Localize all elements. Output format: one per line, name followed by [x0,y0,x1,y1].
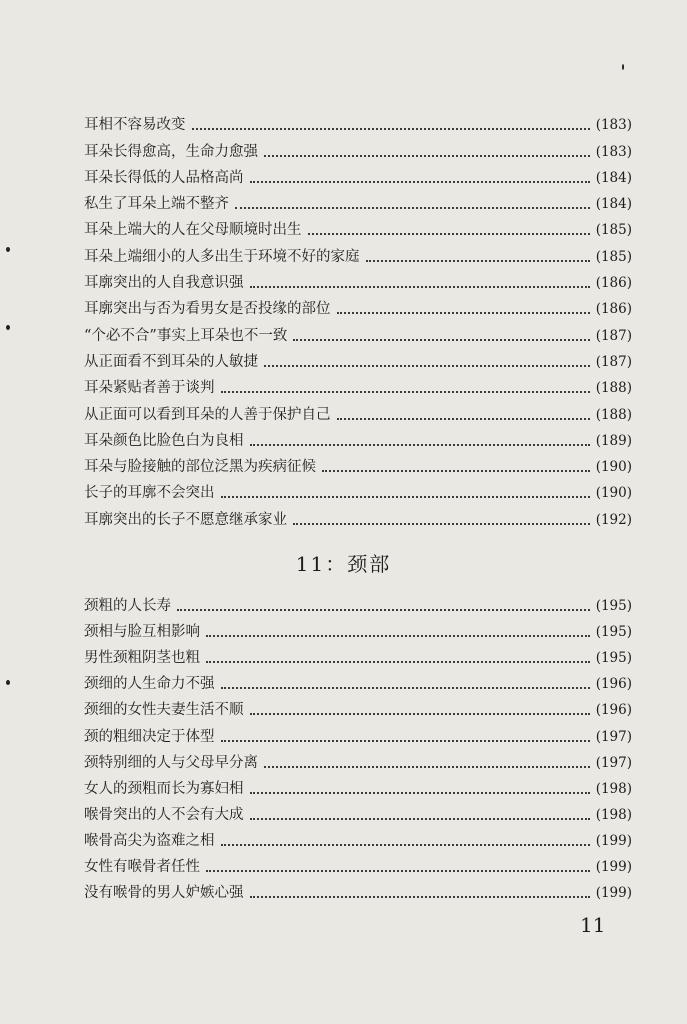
scan-mark [622,64,624,70]
toc-entry [84,750,632,776]
dot-leader [206,870,590,872]
dot-leader [250,181,590,183]
dot-leader [322,470,590,472]
toc-entry [84,322,632,348]
dot-leader [221,687,590,689]
toc-entry-title: 耳朵紧贴者善于谈判 [84,380,215,397]
toc-entry [84,480,632,506]
toc-entry [84,138,632,164]
dot-leader [221,496,590,498]
dot-leader [250,286,590,288]
toc-entry [84,270,632,296]
toc-entry-page: (199) [595,832,632,849]
toc-entry [84,828,632,854]
toc-entry [84,401,632,427]
toc-entry-page: (197) [595,754,632,771]
dot-leader [221,844,590,846]
toc-entry-title: 耳廓突出的长子不愿意继承家业 [84,511,287,528]
toc-entry-page: (186) [595,301,632,318]
toc-entry [84,296,632,322]
toc-entry-page: (184) [595,196,632,213]
toc-entry-page: (199) [595,885,632,902]
toc-entry [84,506,632,532]
toc-entry [84,697,632,723]
dot-leader [250,818,590,820]
toc-entry-page: (192) [595,511,632,528]
toc-entry-page: (198) [595,806,632,823]
dot-leader [264,155,590,157]
dot-leader [337,312,590,314]
toc-entry-title: 耳廓突出的人自我意识强 [84,275,244,292]
dot-leader [221,740,590,742]
toc-entry-title: 从正面看不到耳朵的人敏捷 [84,353,258,370]
toc-entry-title: 颈细的人生命力不强 [84,676,215,693]
toc-entry-page: (187) [595,353,632,370]
toc-entry-page: (188) [595,406,632,423]
dot-leader [250,713,590,715]
section-heading: 11：颈部 [295,552,392,576]
toc-entry-title: 男性颈粗阴茎也粗 [84,650,200,667]
toc-entry-title: 耳朵上端细小的人多出生于环境不好的家庭 [84,248,360,265]
toc-entry [84,428,632,454]
toc-entry-page: (185) [595,248,632,265]
dot-leader [293,339,589,341]
toc-entry-page: (184) [595,169,632,186]
toc-entry-title: 喉骨突出的人不会有大成 [84,806,244,823]
toc-entry-page: (198) [595,780,632,797]
scan-mark [6,680,10,685]
toc-entry-title: 耳廓突出与否为看男女是否投缘的部位 [84,301,331,318]
toc-entry-title: 耳相不容易改变 [84,117,186,134]
toc-entry [84,645,632,671]
dot-leader [192,128,590,130]
toc-entry-page: (195) [595,624,632,641]
toc-entry-page: (196) [595,702,632,719]
dot-leader [293,523,590,525]
scan-mark [6,325,10,330]
toc-entry [84,165,632,191]
toc-entry-title: 私生了耳朵上端不整齐 [84,196,229,213]
toc-entry [84,880,632,906]
toc-entry-title: 女人的颈粗而长为寡妇相 [84,780,244,797]
toc-entry [84,243,632,269]
dot-leader [206,661,590,663]
toc-entry-title: 耳朵长得低的人品格高尚 [84,169,244,186]
toc-entry [84,375,632,401]
toc-entry-title: “个必不合”事实上耳朵也不一致 [84,327,288,344]
toc-entry [84,619,632,645]
toc-entry-title: 女性有喉骨者任性 [84,859,200,876]
dot-leader [250,896,590,898]
toc-entry [84,349,632,375]
toc-entry [84,217,632,243]
toc-entry-title: 从正面可以看到耳朵的人善于保护自己 [84,406,331,423]
dot-leader [264,766,590,768]
toc-entry [84,723,632,749]
toc-entry [84,191,632,217]
toc-entry-title: 耳朵上端大的人在父母顺境时出生 [84,222,302,239]
dot-leader [250,792,590,794]
toc-entry-page: (185) [595,222,632,239]
toc-entry-title: 颈相与脸互相影响 [84,624,200,641]
dot-leader [221,391,590,393]
toc-entry-title: 长子的耳廓不会突出 [84,485,215,502]
page-number: 11 [580,913,606,937]
toc-entry-page: (187) [595,327,632,344]
dot-leader [235,207,590,209]
toc-list-ears [84,112,632,533]
dot-leader [337,418,590,420]
dot-leader [264,365,590,367]
toc-entry [84,802,632,828]
dot-leader [250,444,590,446]
toc-entry-page: (189) [595,432,632,449]
toc-entry-page: (196) [595,676,632,693]
toc-list-neck [84,593,632,906]
toc-entry-title: 没有喉骨的男人妒嫉心强 [84,885,244,902]
toc-entry-title: 耳朵与脸接触的部位泛黑为疾病征候 [84,459,316,476]
toc-entry-page: (188) [595,380,632,397]
toc-entry-page: (197) [595,728,632,745]
toc-entry-title: 耳朵长得愈高，生命力愈强 [84,143,258,160]
toc-entry-page: (183) [595,117,632,134]
toc-entry-title: 耳朵颜色比脸色白为良相 [84,432,244,449]
toc-entry-page: (190) [595,459,632,476]
toc-entry [84,112,632,138]
toc-entry-page: (183) [595,143,632,160]
dot-leader [366,260,590,262]
scan-mark [6,247,10,252]
dot-leader [177,609,590,611]
toc-entry [84,854,632,880]
toc-entry [84,671,632,697]
toc-entry-title: 颈粗的人长寿 [84,598,171,615]
toc-entry-page: (199) [595,859,632,876]
dot-leader [308,233,590,235]
toc-entry-title: 喉骨高尖为盗难之相 [84,832,215,849]
toc-entry [84,454,632,480]
toc-entry-title: 颈特别细的人与父母早分离 [84,754,258,771]
toc-entry-page: (190) [595,485,632,502]
toc-entry [84,776,632,802]
toc-entry-page: (186) [595,275,632,292]
dot-leader [206,635,590,637]
toc-entry [84,593,632,619]
toc-entry-page: (195) [595,650,632,667]
toc-entry-title: 颈的粗细决定于体型 [84,728,215,745]
toc-entry-title: 颈细的女性夫妻生活不顺 [84,702,244,719]
toc-entry-page: (195) [595,598,632,615]
